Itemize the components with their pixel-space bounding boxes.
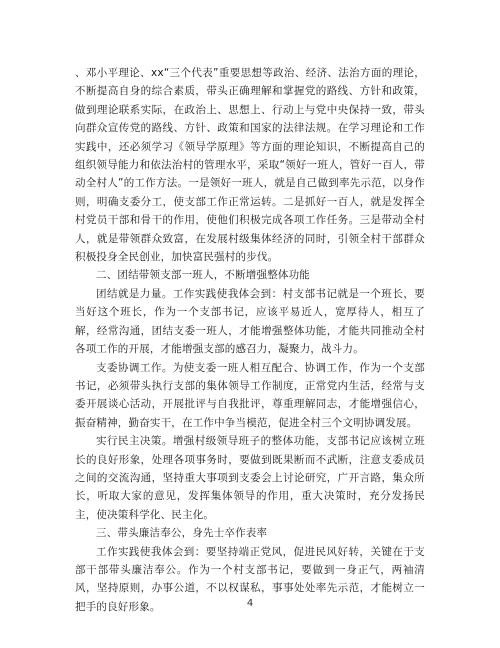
section-heading-2: 二、团结带领支部一班人，不断增强整体功能 bbox=[96, 269, 310, 282]
section-heading-3: 三、带头廉洁奉公，身先士卒作表率 bbox=[96, 527, 268, 540]
paragraph-democratic-decision: 实行民主决策。增强村级领导班子的整体功能，支部书记应该树立班长的良好形象，处理各项事务时，要做到既果断而不武断，注意支委成员之间的交流沟通，坚持重大事项到支委会上讨论研究，广开言路，集众所长，听取大家的意见，发挥集体领导的作用，重大决策时，充分发扬民主，使决策科学化、民主化。 bbox=[75, 435, 425, 521]
paragraph-unity: 团结就是力量。工作实践使我体会到：村支部书记就是一个班长，要当好这个班长，作为一个支部书记，应该平易近人，宽厚待人，相互了解，经常沟通，团结支委一班人，才能增强整体功能，才能共同推动全村各项工作的开展，才能增强支部的感召力，凝聚力，战斗力。 bbox=[75, 287, 425, 356]
page-number: 4 bbox=[246, 598, 254, 609]
paragraph-integrity: 工作实践使我体会到：要坚持端正党风，促进民风好转，关键在于支部干部带头廉洁奉公。作为一个村支部书记，要做到一身正气，两袖清风，坚持原则，办事公道，不以权谋私，事事处处率先示范，才能树立一把手的良好形象。 bbox=[75, 545, 425, 613]
paragraph-coordination: 支委协调工作。为使支委一班人相互配合、协调工作，作为一个支部书记，必须带头执行支部的集体领导工作制度，正常党内生活，经常与支委开展谈心活动，开展批评与自我批评，尊重理解同志，才能增强信心，振奋精神，勤奋实干，在工作中争当模范，促进全村三个文明协调发展。 bbox=[75, 361, 425, 429]
body-text bbox=[75, 64, 425, 616]
paragraph-intro-continuation: 、邓小平理论、xx“三个代表”重要思想等政治、经济、法治方面的理论，不断提高自身的综合素质，带头正确理解和掌握党的路线、方针和政策，做到理论联系实际，在政治上、思想上、行动上与党中央保持一致，带头向群众宣传党的路线、方针、政策和国家的法律法规。在学习理论和工作实践中，还必须学习《领导学原理》等方面的理论知识，不断提高自己的组织领导能力和依法治村的管理水平，采取“领好一班人，管好一百人，带动全村人”的工作方法。一是领好一班人，就是自己做到率先示范，以身作则，明确支委分工，使支部工作正常运转。二是抓好一百人，就是发挥全村党员干部和骨干的作用，使他们积极完成各项工作任务。三是带动全村人，就是带领群众致富，在发展村级集体经济的同时，引领全村干部群众积极投身全民创业，加快富民强村的步伐。 bbox=[75, 67, 425, 264]
